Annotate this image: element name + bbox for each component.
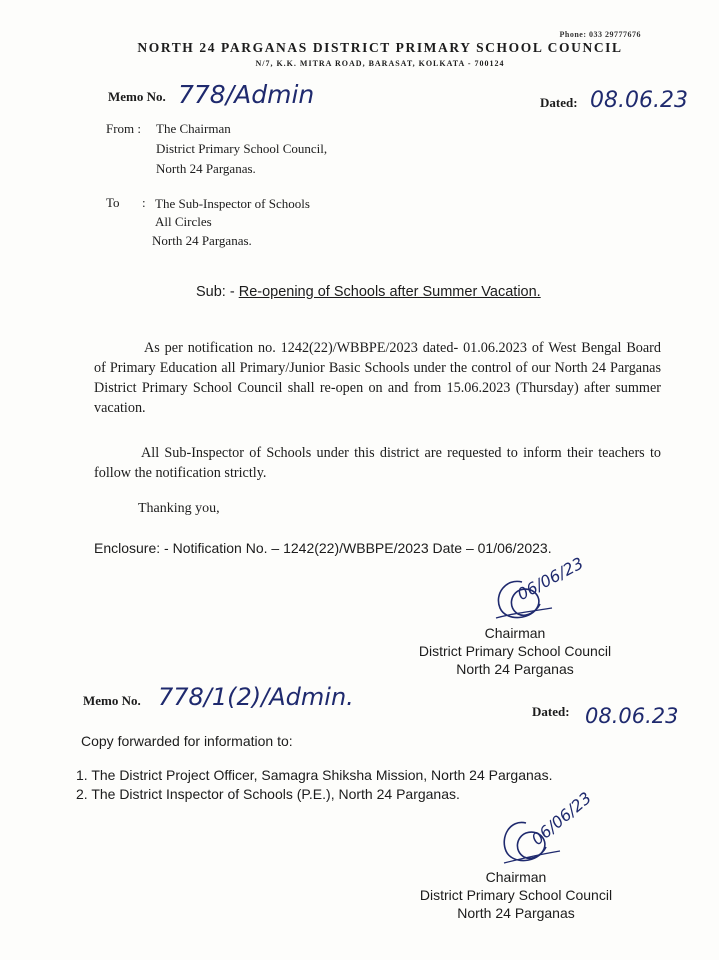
to-line-2: All Circles (155, 214, 212, 229)
paragraph-1: As per notification no. 1242(22)/WBBPE/2023 dated- 01.06.2023 of West Bengal Board of Primary Education all Primary/Junior Basic Schools under the control of our North 24 Parganas District Primary School Council shall re-open on and from 15.06.2023 (Thursday) after summer vacation. (94, 340, 661, 416)
signature-1-block (400, 624, 630, 678)
memo-label: Memo No. (108, 89, 166, 104)
council-name: NORTH 24 PARGANAS DISTRICT PRIMARY SCHOOL COUNCIL (137, 40, 623, 55)
subject-prefix: Sub: - (196, 284, 235, 300)
dated-label: Dated: (540, 95, 578, 110)
signature-2-org: District Primary School Council (419, 887, 613, 903)
memo-number: 778/Admin (178, 80, 315, 109)
phone-number: Phone: 033 29777676 (559, 30, 641, 39)
from-line-2: District Primary School Council, (156, 141, 328, 156)
memo2-label: Memo No. (83, 693, 141, 708)
to-line-3: North 24 Parganas. (152, 233, 252, 248)
recipient-2: 2. The District Inspector of Schools (P.E.), North 24 Parganas. (76, 786, 460, 802)
signature-1-date: 06/06/23 (514, 553, 587, 604)
signature-2-title: Chairman (485, 869, 547, 885)
from-line-3: North 24 Parganas. (156, 161, 256, 176)
signature-2-date: 06/06/23 (527, 788, 596, 849)
recipient-1: 1. The District Project Officer, Samagra Shiksha Mission, North 24 Parganas. (76, 767, 553, 783)
closing: Thanking you, (138, 501, 220, 516)
from-line-1: The Chairman (156, 121, 231, 136)
signature-1-title: Chairman (484, 625, 546, 641)
copy-heading: Copy forwarded for information to: (81, 733, 293, 749)
to-line-1: The Sub-Inspector of Schools (155, 196, 310, 211)
to-label: To (106, 195, 120, 210)
enclosure: Enclosure: - Notification No. – 1242(22)/WBBPE/2023 Date – 01/06/2023. (94, 540, 552, 556)
subject-text: Re-opening of Schools after Summer Vacation. (238, 284, 541, 300)
paragraph-2: All Sub-Inspector of Schools under this district are requested to inform their teachers to follow the notification strictly. (94, 445, 661, 481)
to-colon: : (142, 195, 146, 210)
signature-1-org: District Primary School Council (418, 643, 612, 659)
memo2-number: 778/1(2)/Admin. (158, 683, 354, 711)
signature-1-region: North 24 Parganas (456, 661, 574, 677)
memo2-date: 08.06.23 (585, 704, 679, 728)
from-label: From : (106, 121, 142, 136)
subject (196, 284, 541, 300)
dated2-label: Dated: (532, 704, 570, 719)
memo-date: 08.06.23 (590, 88, 688, 113)
council-address: N/7, K.K. MITRA ROAD, BARASAT, KOLKATA - 700124 (255, 59, 505, 68)
signature-2-block (398, 868, 634, 922)
signature-2-region: North 24 Parganas (457, 905, 575, 921)
